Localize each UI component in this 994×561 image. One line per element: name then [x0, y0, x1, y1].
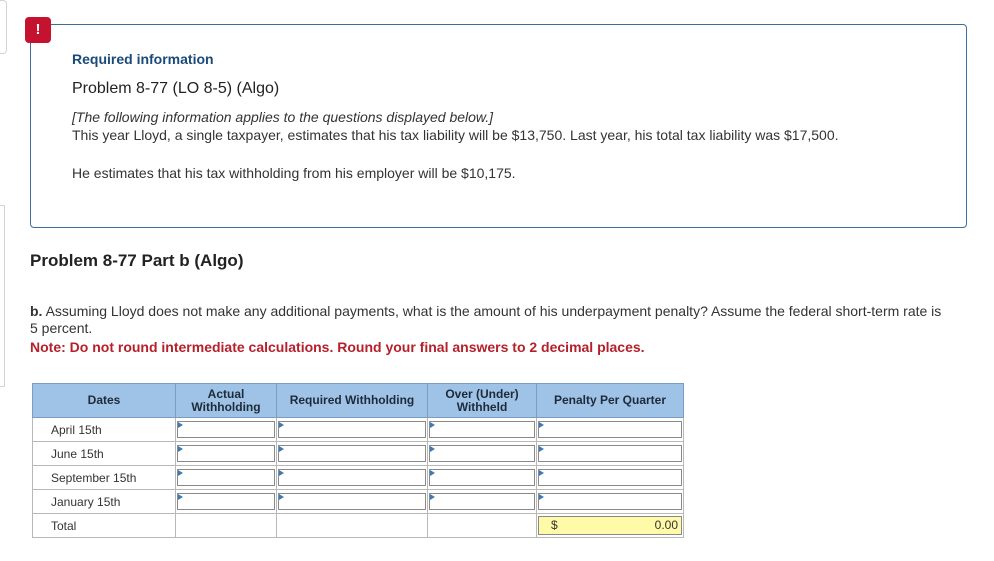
total-required-empty: [277, 514, 428, 538]
left-panel-edge-lower: [0, 205, 5, 387]
question-text: [30, 303, 950, 337]
info-line-2: He estimates that his tax withholding from his employer will be $10,175.: [72, 165, 516, 181]
penalty-table: [32, 383, 684, 538]
total-over-empty: [428, 514, 537, 538]
required-withholding-input[interactable]: [278, 445, 426, 462]
penalty-input[interactable]: [538, 445, 682, 462]
required-withholding-input[interactable]: [278, 493, 426, 510]
problem-title: Problem 8-77 (LO 8-5) (Algo): [72, 80, 280, 97]
over-under-input[interactable]: [429, 421, 535, 438]
left-panel-edge: [0, 0, 7, 54]
actual-withholding-input[interactable]: [177, 469, 275, 486]
penalty-input[interactable]: [538, 493, 682, 510]
required-withholding-input[interactable]: [278, 421, 426, 438]
header-actual-withholding: [176, 384, 277, 418]
row-date: January 15th: [33, 490, 176, 514]
row-date: September 15th: [33, 466, 176, 490]
info-note: [The following information applies to the questions displayed below.]: [72, 109, 494, 125]
table-header-row: [33, 384, 684, 418]
header-required-withholding: Required Withholding: [277, 384, 428, 418]
rounding-note: Note: Do not round intermediate calculations. Round your final answers to 2 decimal places.: [30, 339, 645, 355]
total-currency: $: [551, 518, 558, 532]
total-row: [33, 514, 684, 538]
actual-withholding-input[interactable]: [177, 493, 275, 510]
over-under-input[interactable]: [429, 445, 535, 462]
required-withholding-input[interactable]: [278, 469, 426, 486]
actual-withholding-input[interactable]: [177, 445, 275, 462]
row-date: June 15th: [33, 442, 176, 466]
over-under-input[interactable]: [429, 469, 535, 486]
table-row: [33, 466, 684, 490]
header-penalty-per-quarter: Penalty Per Quarter: [537, 384, 684, 418]
required-information-heading: Required information: [72, 51, 214, 67]
info-line-1: This year Lloyd, a single taxpayer, estimates that his tax liability will be $13,750. Last year, his total tax liability was $17,500.: [72, 127, 839, 143]
header-actual-line1: Actual: [207, 386, 245, 401]
table-row: [33, 442, 684, 466]
actual-withholding-input[interactable]: [177, 421, 275, 438]
header-over-line1: Over (Under): [445, 386, 519, 401]
part-title: Problem 8-77 Part b (Algo): [30, 251, 244, 270]
table-row: [33, 490, 684, 514]
question-label: b.: [30, 303, 43, 319]
question-body: Assuming Lloyd does not make any additional payments, what is the amount of his underpayment penalty? Assume the federal short-term rate is 5 percent.: [30, 303, 942, 336]
row-date: April 15th: [33, 418, 176, 442]
header-actual-line2: Withholding: [191, 399, 261, 414]
header-dates: Dates: [33, 384, 176, 418]
alert-icon: !: [25, 17, 51, 43]
penalty-input[interactable]: [538, 421, 682, 438]
over-under-input[interactable]: [429, 493, 535, 510]
total-actual-empty: [176, 514, 277, 538]
table-row: [33, 418, 684, 442]
header-over-under: [428, 384, 537, 418]
header-over-line2: Withheld: [456, 399, 508, 414]
total-value: 0.00: [654, 518, 678, 532]
total-label: Total: [33, 514, 176, 538]
total-penalty-output: [538, 516, 682, 535]
penalty-input[interactable]: [538, 469, 682, 486]
